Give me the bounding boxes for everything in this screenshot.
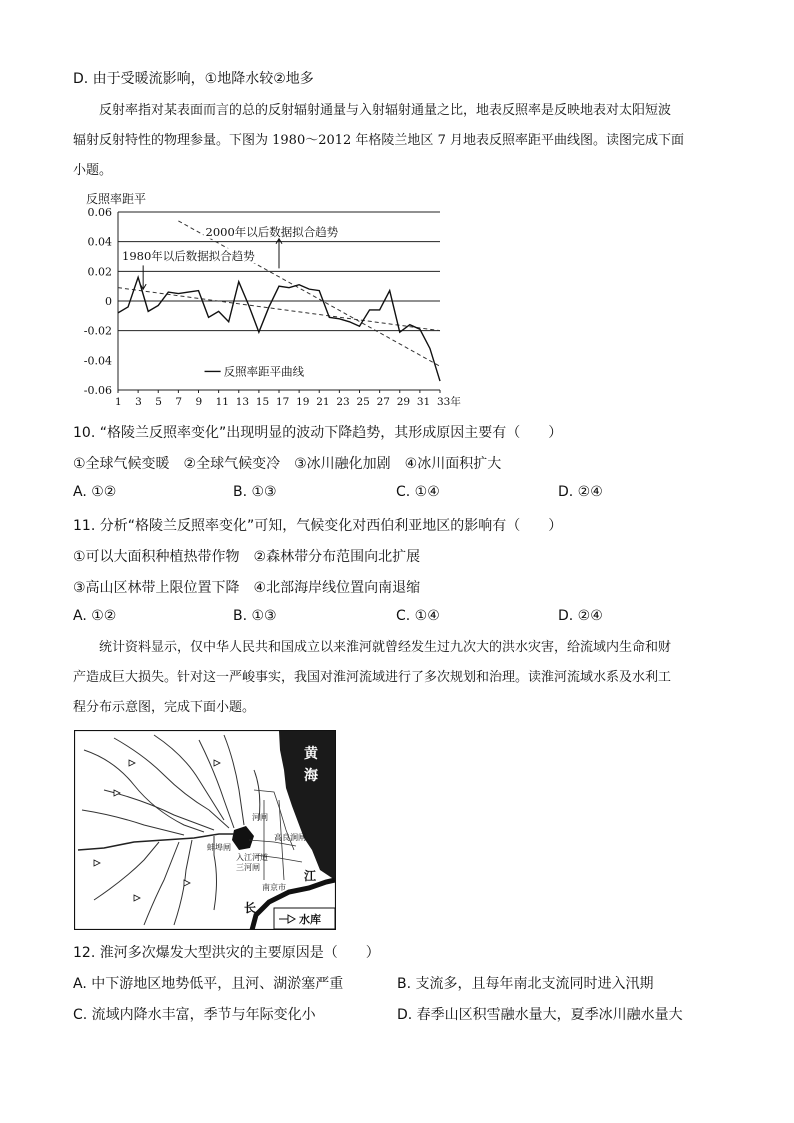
q10-option-a[interactable]: A. ①②: [73, 484, 117, 500]
q10-option-c[interactable]: C. ①④: [396, 484, 440, 500]
sea-label-hai: 海: [304, 768, 318, 784]
y-tick-label: 0.02: [87, 265, 112, 279]
label-gaoliangjian: 高良涧闸: [274, 833, 306, 842]
x-tick-label: 31: [416, 396, 431, 408]
q11-items-2: ③高山区林带上限位置下降 ④北部海岸线位置向南退缩: [73, 580, 421, 596]
q10-option-d[interactable]: D. ②④: [558, 484, 603, 500]
q11-option-c[interactable]: C. ①④: [396, 608, 440, 624]
intro2-line1: 统计资料显示，仅中华人民共和国成立以来淮河就曾经发生过九次大的洪水灾害，给流域内生命和财: [99, 640, 672, 655]
label-hezha: 河闸: [252, 813, 268, 822]
y-tick-label: -0.06: [83, 384, 112, 397]
q12-option-b[interactable]: B. 支流多，且每年南北支流同时进入汛期: [397, 976, 654, 992]
y-tick-label: 0.04: [87, 235, 112, 249]
intro1-line2: 辐射反射特性的物理参量。下图为 1980～2012 年格陵兰地区 7 月地表反照率距平曲线图。读图完成下面: [73, 133, 684, 148]
q11-option-d[interactable]: D. ②④: [558, 608, 603, 624]
prev-question-option-d: D. 由于受暖流影响，①地降水较②地多: [73, 71, 314, 87]
label-rujiang: 入江河道: [236, 853, 268, 862]
huaihe-basin-map: [74, 730, 336, 930]
q12-option-a[interactable]: A. 中下游地区地势低平，且河、湖淤塞严重: [73, 976, 344, 992]
x-tick-label: 25: [356, 396, 370, 408]
intro1-line3: 小题。: [73, 163, 113, 178]
intro1-line1: 反射率指对某表面而言的总的反射辐射通量与入射辐射通量之比，地表反照率是反映地表对太阳短波: [99, 103, 672, 118]
sea-label-huang: 黄: [304, 746, 318, 762]
q11-stem: 11. 分析“格陵兰反照率变化”可知，气候变化对西伯利亚地区的影响有（ ）: [73, 518, 563, 534]
intro-paragraph-albedo: [73, 96, 723, 186]
legend-label: 反照率距平曲线: [223, 364, 305, 379]
x-tick-label: 33年: [437, 396, 461, 408]
x-tick-label: 9: [195, 396, 203, 408]
q10-items: ①全球气候变暖 ②全球气候变冷 ③冰川融化加剧 ④冰川面积扩大: [73, 456, 502, 472]
x-tick-label: 23: [336, 396, 350, 408]
q11-items-1: ①可以大面积种植热带作物 ②森林带分布范围向北扩展: [73, 549, 421, 565]
x-tick-label: 7: [175, 396, 183, 408]
x-tick-labels: [115, 390, 461, 408]
label-nanjing: 南京市: [262, 883, 286, 892]
y-tick-label: -0.04: [83, 354, 112, 368]
q11-option-a[interactable]: A. ①②: [73, 608, 117, 624]
x-tick-label: 13: [235, 396, 250, 408]
y-tick-label: 0: [105, 295, 112, 308]
intro-paragraph-huaihe: [73, 633, 723, 723]
trend-2000-label: 2000年以后数据拟合趋势: [205, 224, 339, 239]
y-axis-label: 反照率距平: [86, 192, 147, 206]
chart-legend: [205, 364, 305, 378]
intro2-line3: 程分布示意图，完成下面小题。: [73, 700, 256, 715]
x-tick-label: 29: [396, 396, 411, 408]
q10-stem: 10. “格陵兰反照率变化”出现明显的波动下降趋势，其形成原因主要有（ ）: [73, 425, 563, 441]
x-tick-label: 11: [215, 396, 229, 408]
label-sanhezha: 三河闸: [236, 863, 260, 872]
x-tick-label: 21: [316, 396, 330, 408]
trend-line-2000: [178, 221, 440, 366]
x-tick-label: 1: [115, 396, 122, 408]
q11-option-b[interactable]: B. ①③: [233, 608, 277, 624]
q12-stem: 12. 淮河多次爆发大型洪灾的主要原因是（ ）: [73, 945, 380, 961]
intro2-line2: 产造成巨大损失。针对这一严峻事实，我国对淮河流域进行了多次规划和治理。读淮河流域水系及水利工: [73, 670, 672, 685]
x-tick-label: 17: [276, 396, 290, 408]
q12-option-c[interactable]: C. 流域内降水丰富，季节与年际变化小: [73, 1007, 316, 1023]
trend-1980-label: 1980年以后数据拟合趋势: [122, 249, 255, 264]
y-tick-labels: [84, 206, 112, 397]
albedo-anomaly-chart: [70, 186, 470, 408]
q10-option-b[interactable]: B. ①③: [233, 484, 277, 500]
river-label-jiang: 江: [304, 869, 317, 883]
y-tick-label: 0.06: [87, 206, 112, 219]
map-legend-label: 水库: [299, 913, 321, 926]
x-tick-label: 19: [296, 396, 310, 408]
q12-option-d[interactable]: D. 春季山区积雪融水量大，夏季冰川融水量大: [397, 1007, 683, 1023]
river-label-chang: 长: [244, 901, 257, 915]
x-tick-label: 27: [376, 396, 390, 408]
x-tick-label: 15: [255, 396, 270, 408]
label-bengbu: 蚌埠闸: [207, 843, 231, 852]
x-tick-label: 5: [155, 396, 162, 408]
trend-lines: [118, 221, 440, 366]
y-tick-label: -0.02: [83, 324, 112, 338]
x-tick-label: 3: [135, 396, 142, 408]
